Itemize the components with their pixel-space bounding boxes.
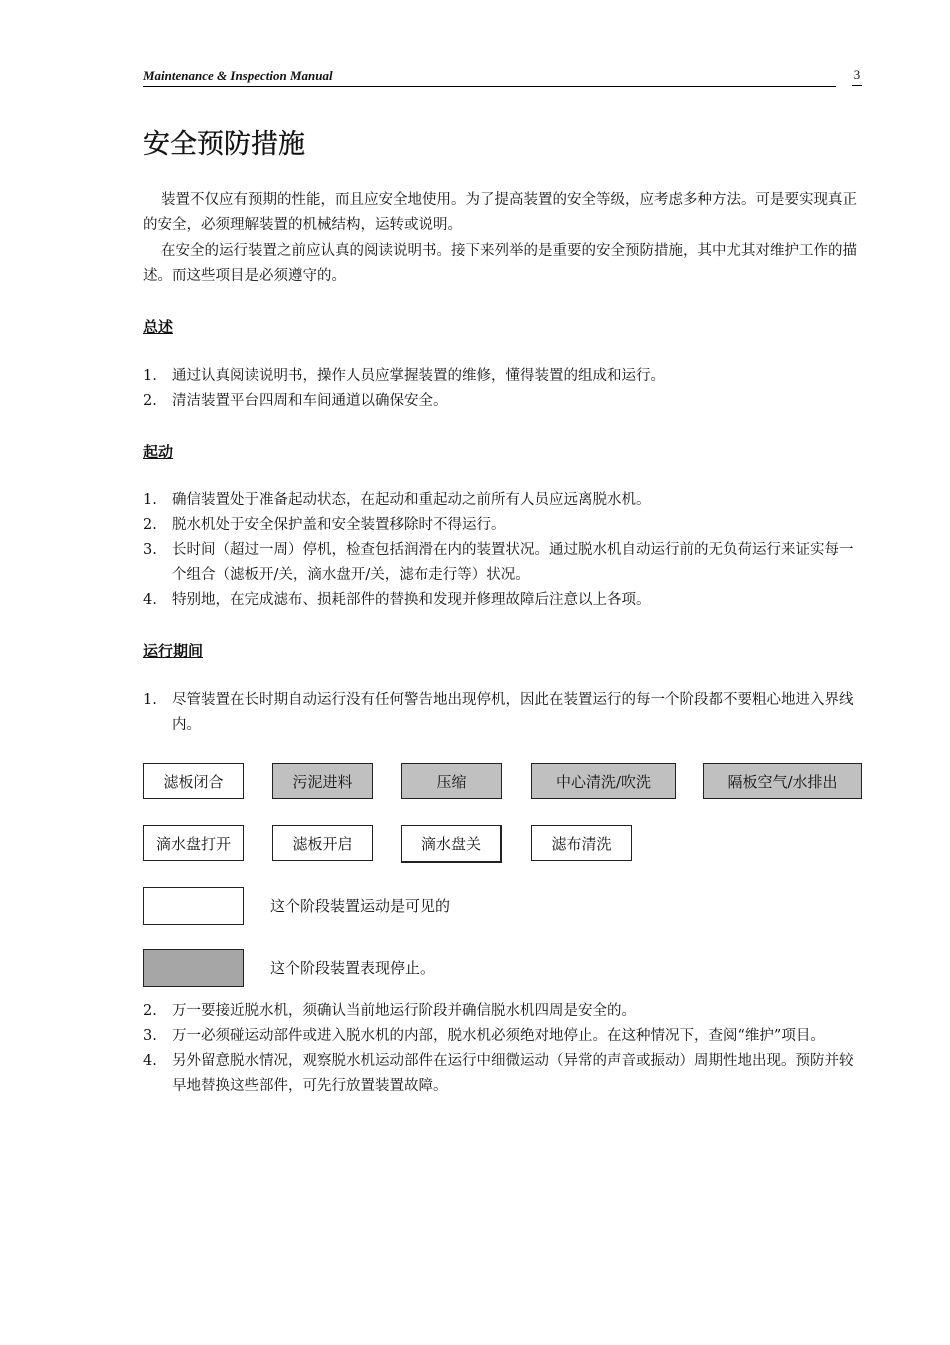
item-number: 2. (143, 1003, 157, 1019)
phase-box-cloth-wash: 滤布清洗 (531, 825, 632, 861)
item-text: 另外留意脱水情况，观察脱水机运动部件在运行中细微运动（异常的声音或振动）周期性地出现。预防并较早地替换这些部件，可先行放置装置故障。 (172, 1053, 854, 1094)
item-text: 脱水机处于安全保护盖和安全装置移除时不得运行。 (172, 517, 506, 533)
item-number: 1. (143, 368, 157, 384)
legend-text-visible: 这个阶段装置运动是可见的 (270, 897, 451, 915)
phase-box-compression: 压缩 (401, 763, 502, 799)
legend-swatch-stopped (143, 949, 244, 987)
manual-title: Maintenance & Inspection Manual (143, 68, 333, 83)
section-heading-startup: 起动 (143, 443, 174, 461)
list-item (143, 389, 863, 414)
phase-box-plate-close: 滤板闭合 (143, 763, 244, 799)
list-item (143, 588, 863, 613)
startup-list (143, 488, 863, 613)
list-item (143, 999, 863, 1024)
page-number: 3 (852, 67, 862, 86)
list-item (143, 1024, 863, 1049)
intro-paragraph-2: 在安全的运行装置之前应认真的阅读说明书。接下来列举的是重要的安全预防措施，其中尤其对维护工作的描述。而这些项目是必须遵守的。 (143, 243, 857, 284)
item-text: 尽管装置在长时期自动运行没有任何警告地出现停机，因此在装置运行的每一个阶段都不要粗心地进入界线内。 (172, 692, 854, 733)
phase-box-sludge-feed: 污泥进料 (272, 763, 373, 799)
item-text: 确信装置处于准备起动状态，在起动和重起动之前所有人员应远离脱水机。 (172, 492, 651, 508)
item-text: 特别地，在完成滤布、损耗部件的替换和发现并修理故障后注意以上各项。 (172, 592, 651, 608)
list-item (143, 1049, 863, 1099)
item-text: 万一必须碰运动部件或进入脱水机的内部，脱水机必须绝对地停止。在这种情况下，查阅“维护”项目。 (172, 1028, 825, 1044)
list-item (143, 688, 863, 738)
item-number: 1. (143, 492, 157, 508)
page-title: 安全预防措施 (143, 129, 305, 160)
item-text: 清洁装置平台四周和车间通道以确保安全。 (172, 393, 448, 409)
legend-text-stopped: 这个阶段装置表现停止。 (270, 959, 436, 977)
list-item (143, 364, 863, 389)
item-number: 3. (143, 1028, 157, 1044)
legend-swatch-visible (143, 887, 244, 925)
phase-box-air-water-discharge: 隔板空气/水排出 (703, 763, 862, 799)
section-heading-operation: 运行期间 (143, 642, 204, 660)
list-item (143, 513, 863, 538)
item-text: 长时间（超过一周）停机，检查包括润滑在内的装置状况。通过脱水机自动运行前的无负荷运行来证实每一个组合（滤板开/关，滴水盘开/关，滤布走行等）状况。 (172, 542, 854, 583)
item-number: 2. (143, 393, 157, 409)
phase-box-center-wash: 中心清洗/吹洗 (531, 763, 676, 799)
section-heading-general: 总述 (143, 318, 174, 336)
item-number: 4. (143, 592, 157, 608)
item-number: 3. (143, 542, 157, 558)
running-header (143, 66, 836, 87)
item-text: 万一要接近脱水机，须确认当前地运行阶段并确信脱水机四周是安全的。 (172, 1003, 636, 1019)
intro-paragraph-1: 装置不仅应有预期的性能，而且应安全地使用。为了提高装置的安全等级，应考虑多种方法。可是要实现真正的安全，必须理解装置的机械结构，运转或说明。 (143, 192, 857, 233)
item-number: 2. (143, 517, 157, 533)
phase-box-plate-open: 滤板开启 (272, 825, 373, 861)
operation-list-1 (143, 688, 863, 738)
general-list (143, 364, 863, 414)
operation-list-2 (143, 999, 863, 1099)
item-text: 通过认真阅读说明书，操作人员应掌握装置的维修，懂得装置的组成和运行。 (172, 368, 665, 384)
item-number: 1. (143, 692, 157, 708)
phase-box-drip-tray-close: 滴水盘关 (401, 825, 502, 863)
phase-box-drip-tray-open: 滴水盘打开 (143, 825, 244, 861)
list-item (143, 488, 863, 513)
list-item (143, 538, 863, 588)
item-number: 4. (143, 1053, 157, 1069)
